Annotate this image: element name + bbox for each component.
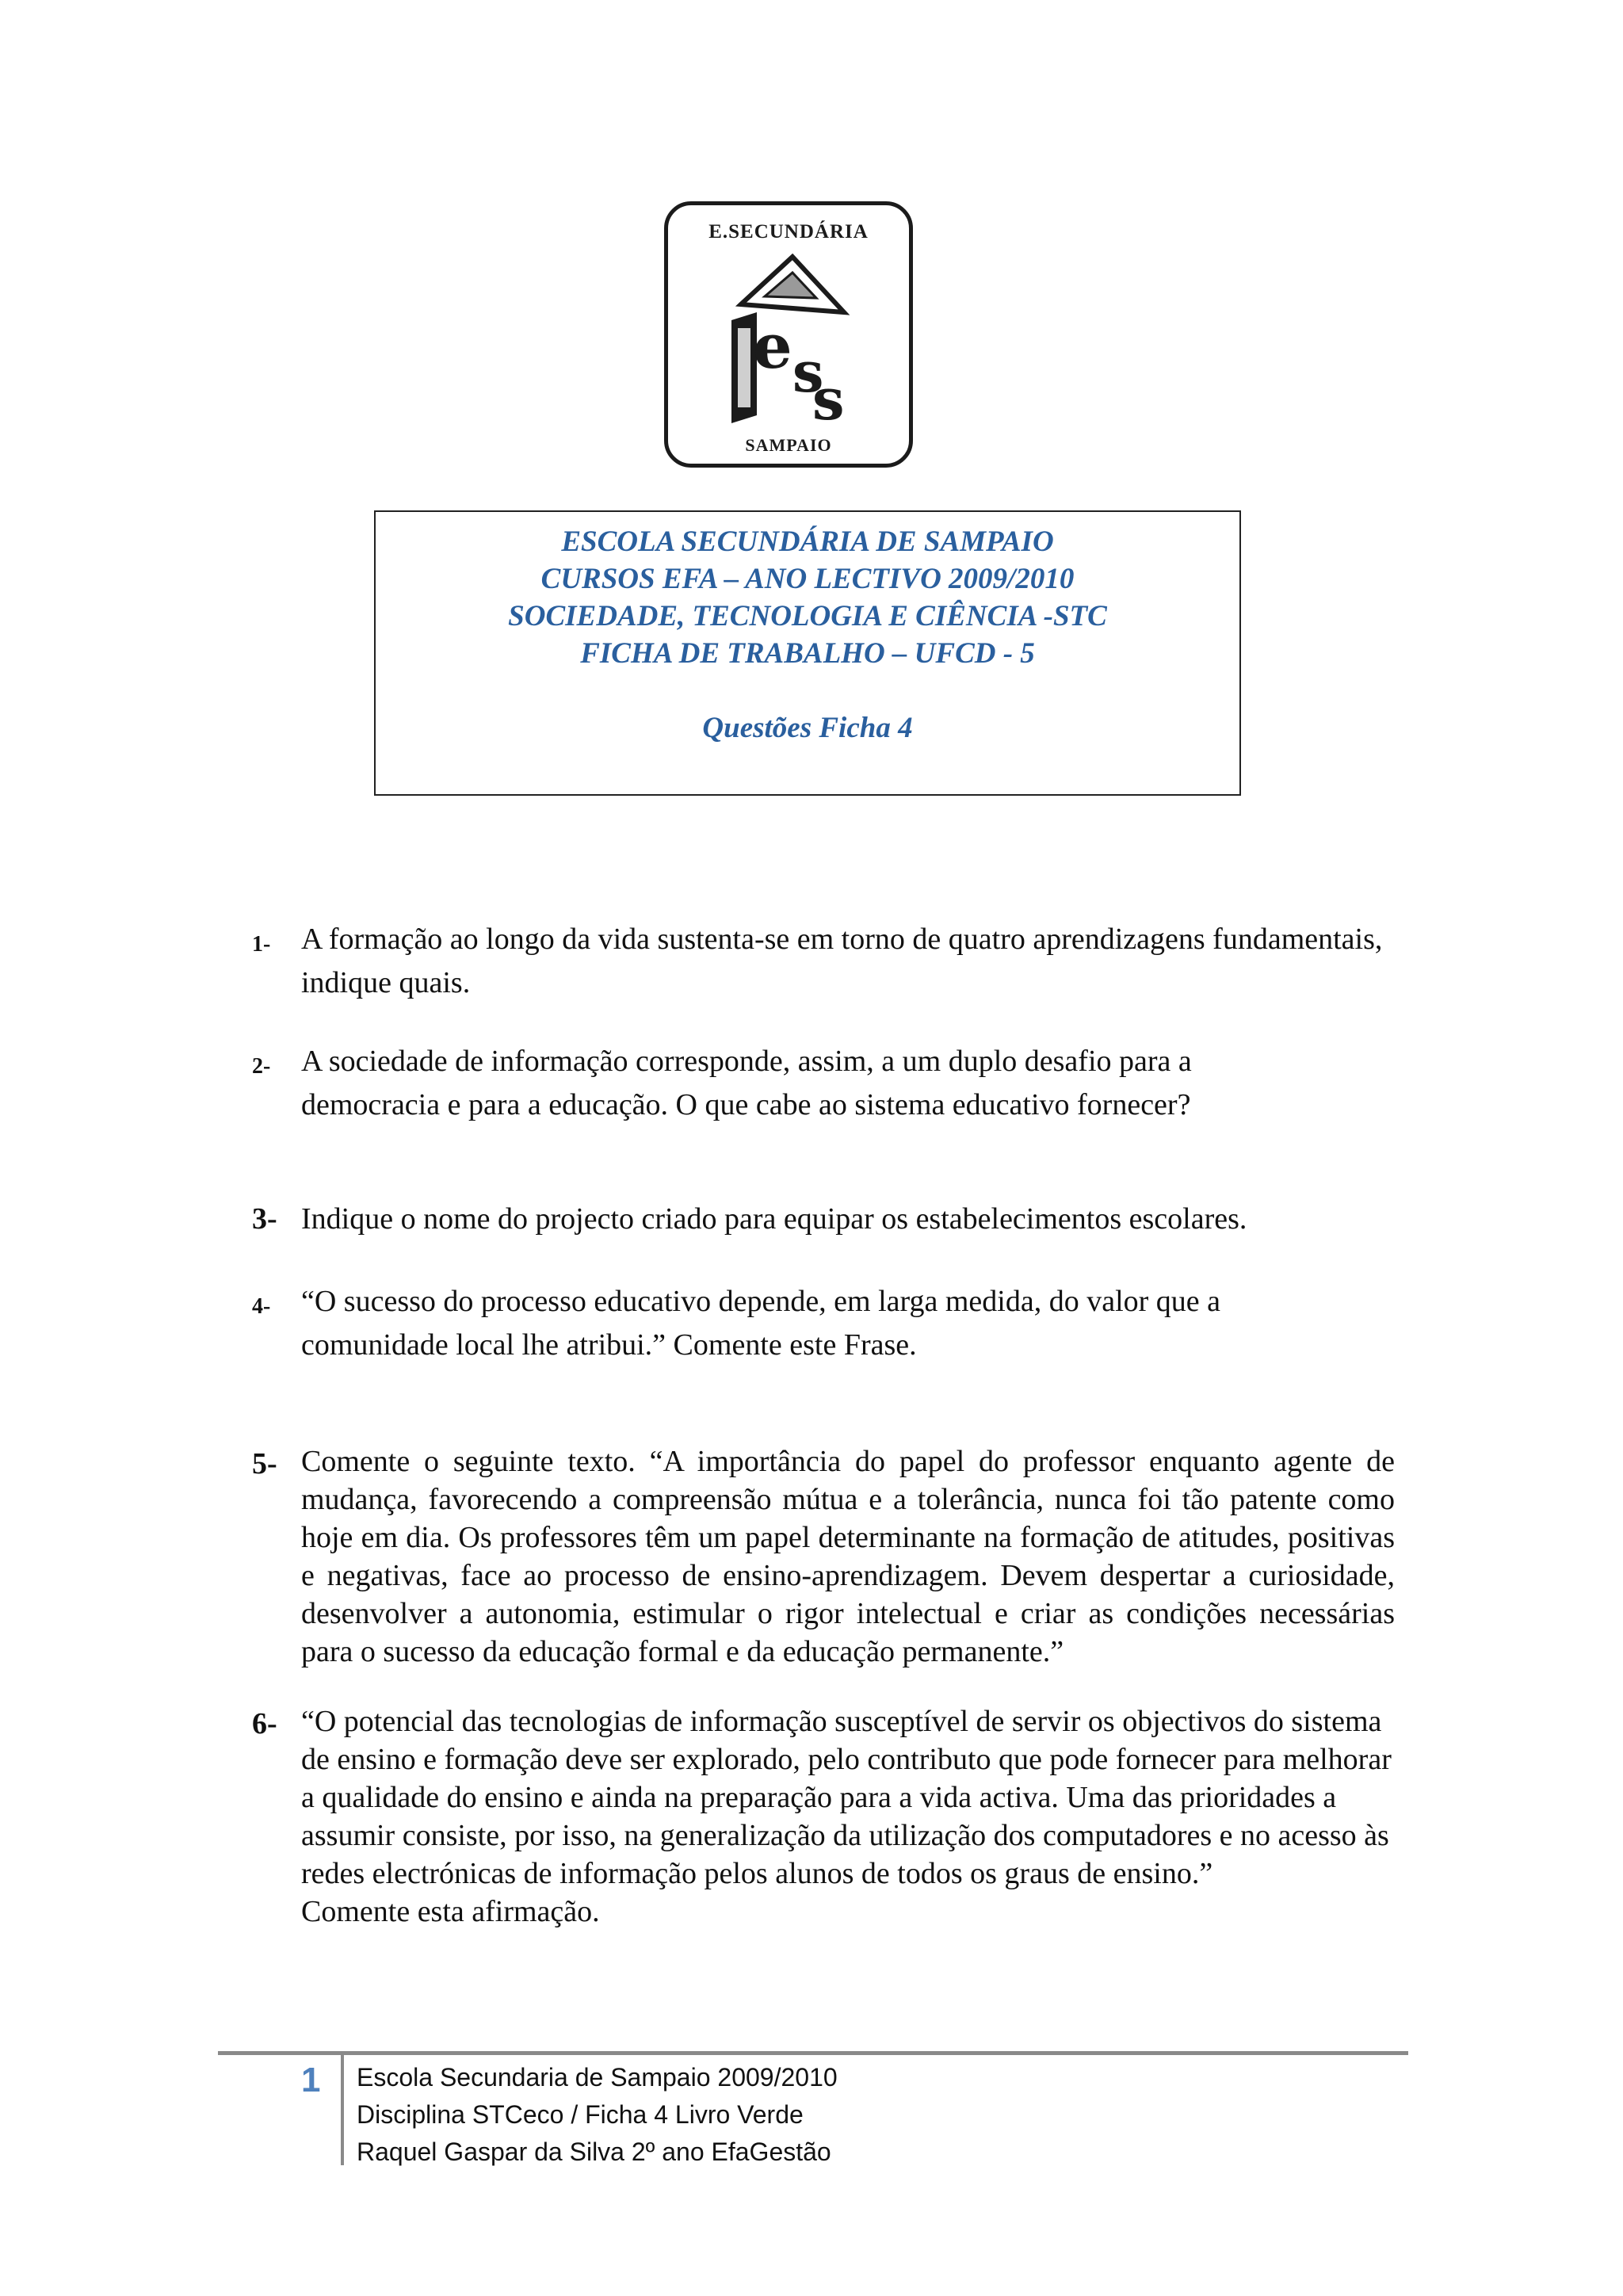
question-5 (252, 1442, 1401, 1671)
footer-line-discipline: Disciplina STCeco / Ficha 4 Livro Verde (357, 2100, 804, 2129)
question-3 (252, 1198, 1401, 1241)
footer-line-author: Raquel Gaspar da Silva 2º ano EfaGestão (357, 2137, 831, 2166)
svg-text:s: s (792, 339, 824, 405)
school-name: ESCOLA SECUNDÁRIA DE SAMPAIO (561, 525, 1054, 558)
question-1 (252, 918, 1401, 1005)
question-number: 2- (252, 1054, 271, 1079)
footer-line-school: Escola Secundaria de Sampaio 2009/2010 (357, 2063, 838, 2092)
question-text: A formação ao longo da vida sustenta-se em torno de quatro aprendizagens fundamentais, indique quais. (301, 923, 1383, 999)
worksheet-subtitle: Questões Ficha 4 (702, 712, 913, 744)
question-4 (252, 1280, 1401, 1367)
question-6 (252, 1702, 1401, 1931)
questions-list (252, 918, 1401, 1931)
page-number: 1 (301, 2061, 321, 2099)
header-box (374, 510, 1241, 796)
question-text: Indique o nome do projecto criado para equipar os estabelecimentos escolares. (301, 1202, 1247, 1236)
svg-text:s: s (812, 365, 845, 431)
question-text: A sociedade de informação corresponde, assim, a um duplo desafio para a democracia e para a educação. O que cabe ao sistema educativo fornecer? (301, 1045, 1192, 1121)
logo-top-text: E.SECUNDÁRIA (708, 221, 869, 243)
svg-text:e: e (753, 311, 792, 383)
course-year: CURSOS EFA – ANO LECTIVO 2009/2010 (540, 563, 1075, 595)
question-text: Comente o seguinte texto. “A importância do papel do professor enquanto agente de mudança, favorecendo a compreensão mútua e a tolerância, nunca foi tão patente como hoje em dia. Os professores têm um papel determinante na formação de atitudes, positivas e negativas, face ao processo de ensino-aprendizagem. Devem despertar a curiosidade, desenvolver a autonomia, estimular o rigor intelectual e criar as condições necessárias para o sucesso da educação formal e da educação permanente.” (301, 1445, 1395, 1668)
question-number: 1- (252, 932, 271, 957)
worksheet-title: FICHA DE TRABALHO – UFCD - 5 (580, 637, 1035, 670)
footer-divider (218, 2051, 1408, 2055)
school-logo (664, 201, 913, 468)
footer-vertical-divider (341, 2053, 344, 2165)
subject-name: SOCIEDADE, TECNOLOGIA E CIÊNCIA -STC (508, 600, 1107, 632)
question-number: 6- (252, 1707, 277, 1740)
logo-bottom-text: SAMPAIO (745, 435, 832, 455)
question-instruction: Comente esta afirmação. (301, 1895, 600, 1928)
question-number: 4- (252, 1294, 271, 1319)
question-number: 3- (252, 1202, 277, 1236)
question-2 (252, 1040, 1401, 1127)
footer-text (357, 2059, 838, 2171)
question-number: 5- (252, 1447, 277, 1480)
question-text: “O potencial das tecnologias de informação susceptível de servir os objectivos do sistema de ensino e formação deve ser explorado, pelo contributo que pode fornecer para melhorar a qualidade do ensino e ainda na preparação para a vida activa. Uma das prioridades a assumir consiste, por isso, na generalização da utilização dos computadores e no acesso às redes electrónicas de informação pelos alunos de todos os graus de ensino.” (301, 1705, 1392, 1890)
logo-emblem-icon (717, 249, 868, 431)
question-text: “O sucesso do processo educativo depende, em larga medida, do valor que a comunidade local lhe atribui.” Comente este Frase. (301, 1285, 1221, 1362)
